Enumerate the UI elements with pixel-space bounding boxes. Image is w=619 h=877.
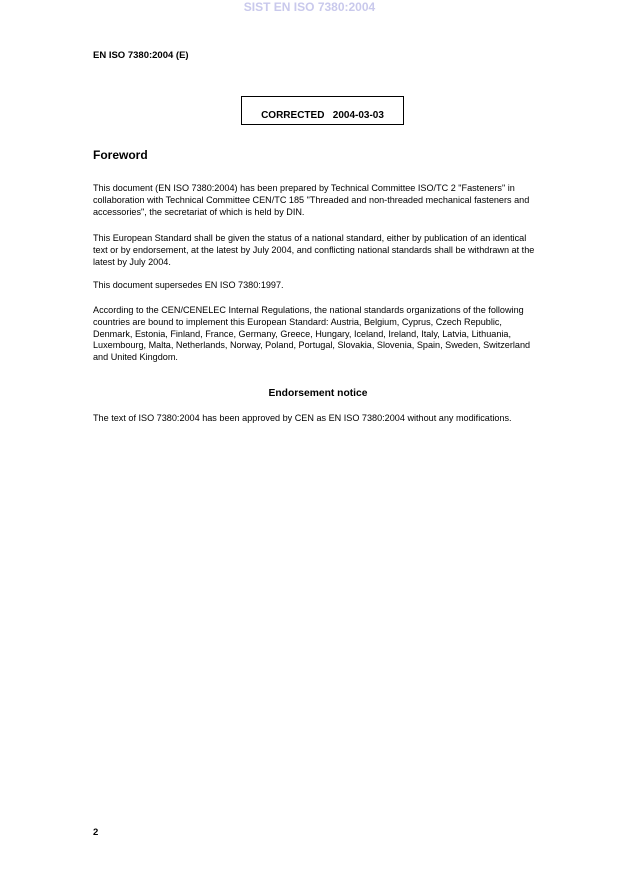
foreword-paragraph: This European Standard shall be given the status of a national standard, either by publication of an identical text or by endorsement, at the latest by July 2004, and conflicting national standards shall be withdrawn at the latest by July 2004. [93,233,535,267]
foreword-paragraph: This document (EN ISO 7380:2004) has been prepared by Technical Committee ISO/TC 2 "Fasteners" in collaboration with Technical Committee CEN/TC 185 "Threaded and non-threaded mechanical fasteners and accessories", the secretariat of which is held by DIN. [93,183,530,217]
foreword-paragraph: According to the CEN/CENELEC Internal Regulations, the national standards organizations of the following countries are bound to implement this European Standard: Austria, Belgium, Cyprus, Czech Republic, Denmark, Estonia, Finland, France, Germany, Greece, Hungary, Iceland, Ireland, Italy, Latvia, Lithuania, Luxembourg, Malta, Netherlands, Norway, Poland, Portugal, Slovakia, Slovenia, Spain, Sweden, Switzerland and United Kingdom. [93,305,531,363]
foreword-paragraph: This document supersedes EN ISO 7380:1997. [93,280,284,290]
corrected-date: 2004-03-03 [332,110,384,121]
foreword-heading: Foreword [93,148,148,162]
corrected-label: CORRECTED [261,110,325,121]
endorsement-heading: Endorsement notice [268,388,368,399]
corrected-notice-box [241,96,404,125]
document-id: EN ISO 7380:2004 (E) [93,50,189,61]
endorsement-text: The text of ISO 7380:2004 has been approved by CEN as EN ISO 7380:2004 without any modifications. [93,413,512,423]
page-number: 2 [93,827,99,838]
watermark: SIST EN ISO 7380:2004 [243,0,376,14]
